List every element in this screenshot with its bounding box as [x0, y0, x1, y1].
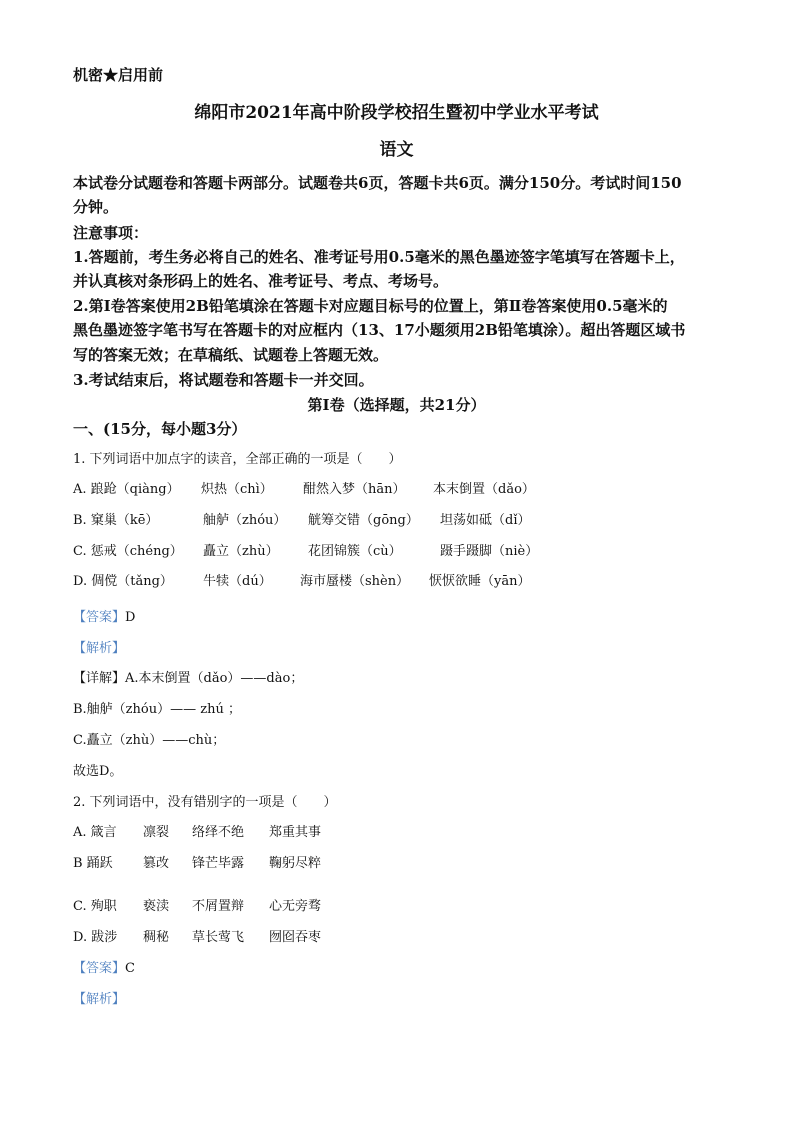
section-title: 第Ⅰ卷（选择题，共21分） [307, 396, 486, 414]
option-row [73, 570, 773, 588]
intro-line: 分钟。 [73, 198, 119, 216]
option-item: B 踊跃 [73, 856, 113, 871]
option-item: 酣然入梦（hān） [303, 482, 406, 497]
option-item: 亵渎 [143, 899, 170, 914]
option-item: 舳舻（zhóu） [203, 513, 287, 528]
option-item: C. 殉职 [73, 899, 117, 914]
option-item: 矗立（zhù） [203, 544, 279, 559]
note-line: 3.考试结束后，将试题卷和答题卡一并交回。 [73, 371, 374, 389]
option-item: 不屑置辩 [192, 899, 245, 914]
option-item: 锋芒毕露 [192, 856, 245, 871]
option-item: A. 踉跄（qiàng） [73, 482, 180, 497]
answer-line [73, 606, 135, 625]
answer-line [73, 957, 135, 976]
option-item: 蹑手蹑脚（niè） [440, 544, 539, 559]
option-item: C. 惩戒（chéng） [73, 544, 183, 559]
option-item: 恹恹欲睡（yān） [429, 574, 531, 589]
note-line: 并认真核对条形码上的姓名、准考证号、考点、考场号。 [73, 272, 449, 290]
note-line: 1.答题前，考生务必将自己的姓名、准考证号用0.5毫米的黑色墨迹签字笔填写在答题卡上， [73, 248, 685, 266]
option-row [73, 478, 773, 496]
answer-label: 【答案】 [73, 610, 126, 625]
option-row [73, 926, 773, 944]
option-row [73, 540, 773, 558]
detail-line: B.舳舻（zhóu）—— zhú ； [73, 702, 241, 717]
detail-line [73, 667, 303, 686]
subject-title: 语文 [379, 140, 414, 160]
option-item: 鞠躬尽粹 [269, 856, 322, 871]
option-item: 篡改 [143, 856, 170, 871]
note-line: 黑色墨迹签字笔书写在答题卡的对应框内（13、17小题须用2B铅笔填涂）。超出答题区域书 [73, 321, 686, 339]
option-item: 凛裂 [143, 825, 170, 840]
option-item: 炽热（chì） [201, 482, 273, 497]
detail-label: 【详解】 [73, 671, 126, 686]
option-item: 草长莺飞 [192, 930, 245, 945]
option-item: 心无旁骛 [269, 899, 322, 914]
exam-title: 绵阳市2021年高中阶段学校招生暨初中学业水平考试 [194, 103, 599, 123]
confidential-label: 机密★启用前 [73, 66, 164, 84]
option-item: 郑重其事 [269, 825, 322, 840]
option-item: D. 倜傥（tǎng） [73, 574, 173, 589]
option-row [73, 509, 773, 527]
option-row [73, 821, 773, 839]
answer-value: D [125, 610, 136, 625]
option-item: 本末倒置（dǎo） [433, 482, 535, 497]
detail-line: C.矗立（zhù）——chù； [73, 733, 226, 748]
detail-text: A.本末倒置（dǎo）——dào； [125, 671, 304, 686]
note-line: 2.第Ⅰ卷答案使用2B铅笔填涂在答题卡对应题目标号的位置上，第Ⅱ卷答案使用0.5毫米的 [73, 297, 668, 315]
analysis-label: 【解析】 [73, 641, 126, 656]
option-item: D. 跋涉 [73, 930, 118, 945]
option-item: 海市蜃楼（shèn） [300, 574, 410, 589]
option-item: 坦荡如砥（dǐ） [440, 513, 531, 528]
option-item: 囫囵吞枣 [269, 930, 322, 945]
answer-value: C [125, 961, 135, 976]
note-line: 写的答案无效；在草稿纸、试题卷上答题无效。 [73, 346, 389, 364]
option-item: 牛犊（dú） [203, 574, 272, 589]
option-item: A. 箴言 [73, 825, 117, 840]
notes-title: 注意事项： [73, 224, 149, 242]
option-item: 花团锦簇（cù） [308, 544, 402, 559]
analysis-label: 【解析】 [73, 992, 126, 1007]
intro-line: 本试卷分试题卷和答题卡两部分。试题卷共6页，答题卡共6页。满分150分。考试时间150 [73, 174, 682, 192]
detail-line: 故选D。 [73, 764, 123, 779]
option-row [73, 852, 773, 870]
option-item: 稠秘 [143, 930, 170, 945]
option-item: B. 窠巢（kē） [73, 513, 159, 528]
answer-label: 【答案】 [73, 961, 126, 976]
question-stem: 2. 下列词语中，没有错别字的一项是（ ） [73, 795, 337, 810]
part-title: 一、(15分，每小题3分） [73, 420, 247, 438]
question-stem: 1. 下列词语中加点字的读音，全部正确的一项是（ ） [73, 452, 402, 467]
option-item: 络绎不绝 [192, 825, 245, 840]
option-item: 觥筹交错（gōng） [308, 513, 419, 528]
option-row [73, 895, 773, 913]
